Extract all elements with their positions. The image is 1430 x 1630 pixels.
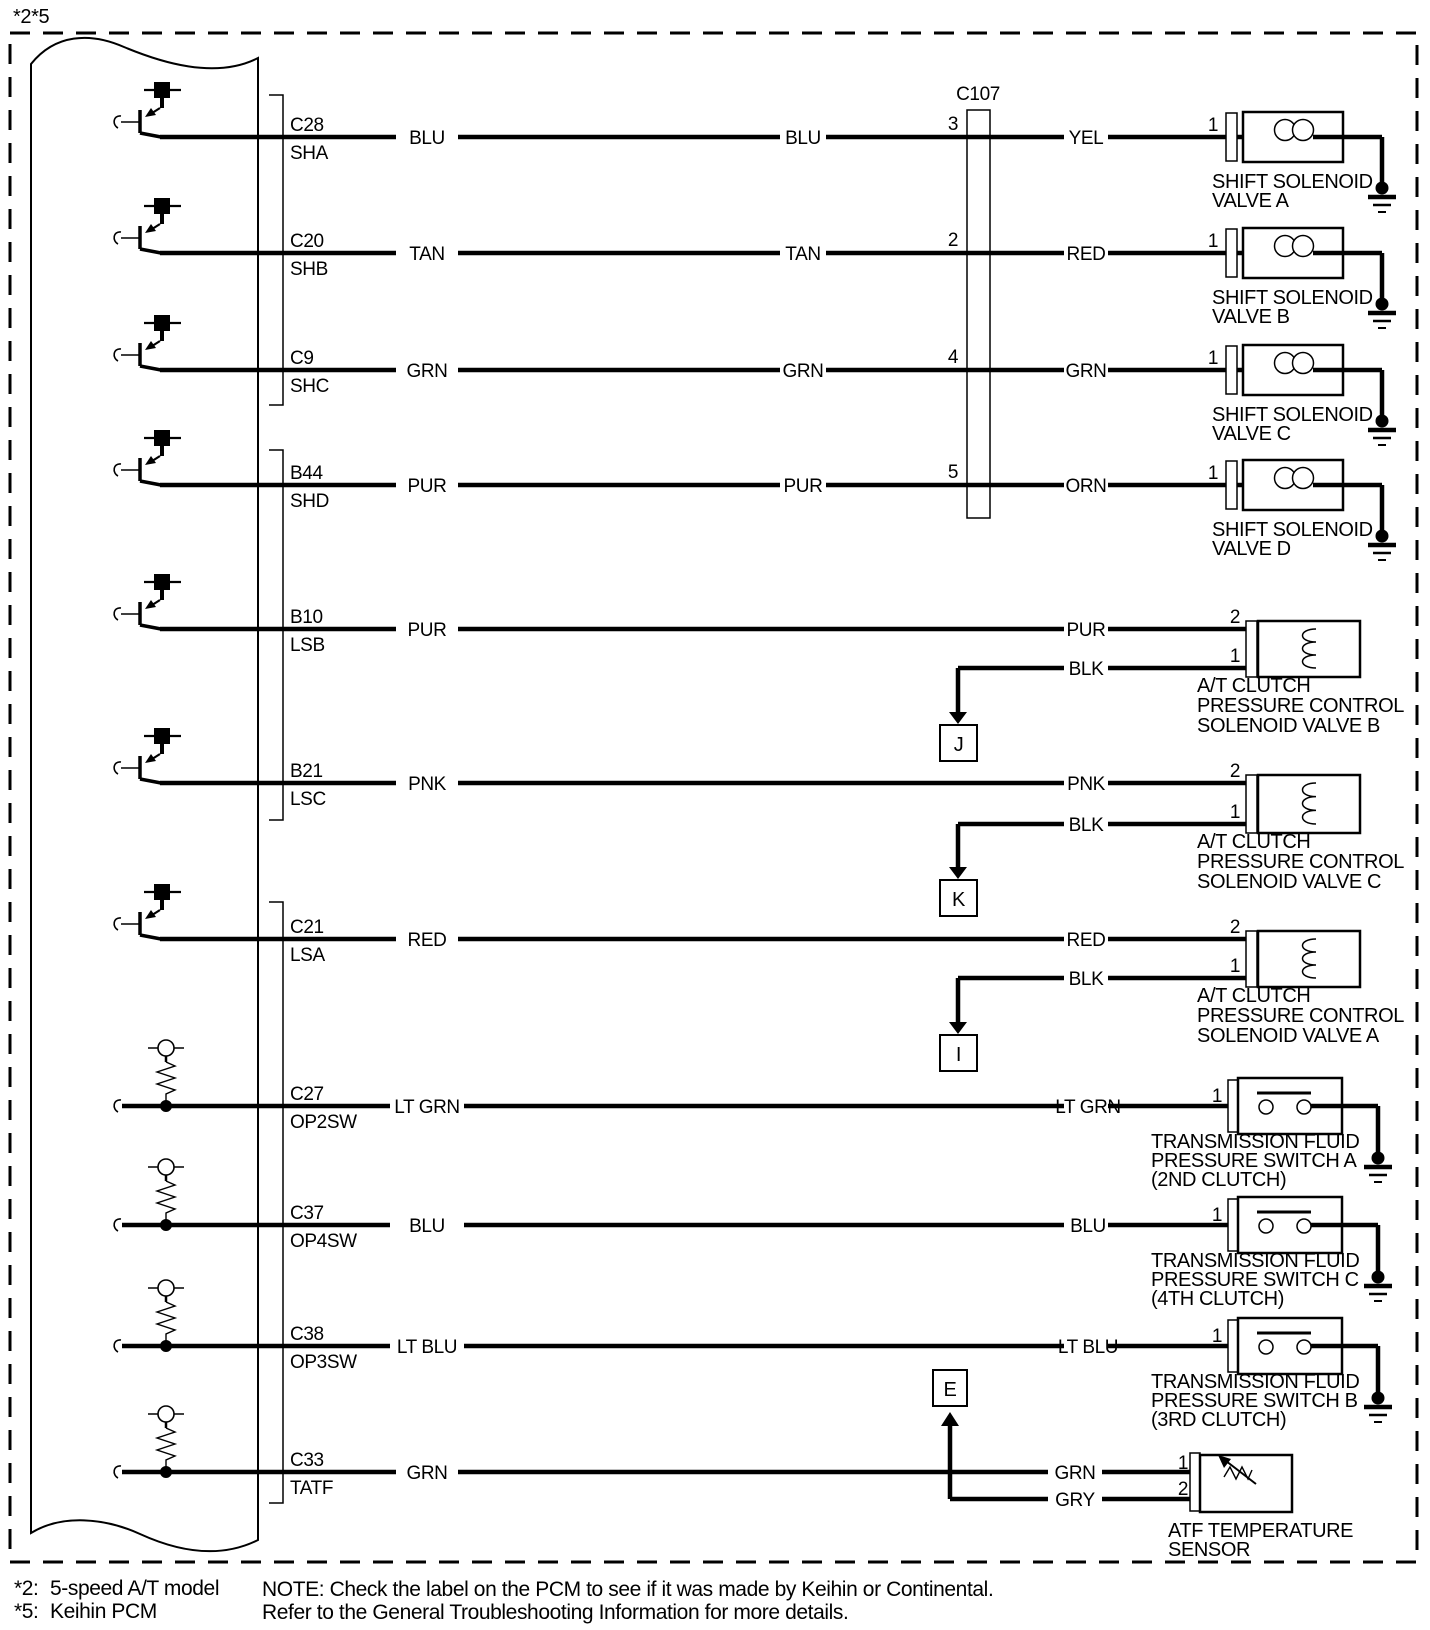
- c107-pin-number: 4: [947, 347, 958, 368]
- component-pin-number: 1: [1229, 802, 1240, 823]
- connector-c107-label: C107: [956, 84, 1000, 105]
- pcm-pin-code: C9: [290, 348, 314, 369]
- pcm-pin-code: B44: [290, 463, 323, 484]
- component-pin-number: 1: [1207, 115, 1218, 136]
- component-pin-number: 1: [1211, 1205, 1222, 1226]
- switch-contact-circle: [1259, 1219, 1273, 1233]
- component-label: SOLENOID VALVE C: [1197, 871, 1382, 893]
- component-label: (4TH CLUTCH): [1151, 1288, 1284, 1310]
- component-label: PRESSURE CONTROL: [1197, 695, 1404, 717]
- component-label: TRANSMISSION FLUID: [1151, 1131, 1360, 1153]
- component-pin-connector: [1228, 1320, 1238, 1372]
- component-pin-number: 2: [1229, 917, 1240, 938]
- component-label: PRESSURE SWITCH A: [1151, 1150, 1357, 1172]
- pcm-pin-name: LSB: [290, 635, 325, 656]
- note-line-1: NOTE: Check the label on the PCM to see if it was made by Keihin or Continental.: [262, 1578, 994, 1601]
- junction-letter: I: [955, 1044, 962, 1066]
- pcm-pin-code: B10: [290, 607, 323, 628]
- wire-color-label: GRN: [406, 1463, 448, 1484]
- pcm-pin-name: SHB: [290, 259, 328, 280]
- pullup-circle: [158, 1159, 174, 1175]
- wire-color-label: RED: [1066, 930, 1106, 951]
- c107-pin-number: 2: [947, 230, 958, 251]
- component-pin-connector: [1228, 1199, 1238, 1251]
- c107-pin-number: 5: [947, 462, 958, 483]
- wire-color-label: TAN: [409, 244, 445, 265]
- component-label: TRANSMISSION FLUID: [1151, 1371, 1360, 1393]
- component-pin-number: 2: [1229, 607, 1240, 628]
- component-label: VALVE A: [1212, 190, 1289, 212]
- row-shb: [114, 198, 1396, 328]
- switch-contact-circle: [1297, 1219, 1311, 1233]
- switch-contact-circle: [1259, 1340, 1273, 1354]
- wire-color-label: PUR: [1066, 620, 1106, 641]
- pcm-pin-bracket-1: [269, 95, 283, 405]
- pcm-pin-name: SHD: [290, 491, 329, 512]
- pcm-pin-name: SHA: [290, 143, 328, 164]
- note-line-2: Refer to the General Troubleshooting Information for more details.: [262, 1601, 849, 1624]
- component-label: (3RD CLUTCH): [1151, 1409, 1287, 1431]
- wire-color-label: LT GRN: [394, 1097, 460, 1118]
- solenoid-coil-loop: [1293, 468, 1314, 489]
- wire-color-label: PNK: [1067, 774, 1105, 795]
- component-label: PRESSURE SWITCH C: [1151, 1269, 1359, 1291]
- component-pin-number: 1: [1229, 956, 1240, 977]
- wire-color-label: RED: [1066, 244, 1106, 265]
- component-label: SOLENOID VALVE B: [1197, 715, 1380, 737]
- pcm-pin-code: C21: [290, 917, 324, 938]
- wire-color-label: RED: [407, 930, 447, 951]
- wire-color-label: GRN: [782, 361, 824, 382]
- pcm-pin-bracket-3: [269, 902, 283, 1503]
- junction-letter: J: [953, 734, 964, 756]
- component-pin-connector: [1246, 621, 1257, 677]
- wire-color-label: BLU: [1070, 1216, 1106, 1237]
- component-label: VALVE C: [1212, 423, 1291, 445]
- wire-color-label: BLU: [409, 128, 445, 149]
- component-label: SHIFT SOLENOID: [1212, 171, 1373, 193]
- wire-color-label: PUR: [783, 476, 823, 497]
- junction-letter: E: [943, 1379, 957, 1401]
- solenoid-coil-loop: [1293, 120, 1314, 141]
- ground-icon-dot: [1372, 1271, 1384, 1283]
- wire-color-label: LT BLU: [396, 1337, 458, 1358]
- component-pin-number: 1: [1207, 231, 1218, 252]
- row-shd: [114, 430, 1396, 560]
- wire-color-label: TAN: [785, 244, 821, 265]
- component-pin-connector: [1226, 113, 1237, 161]
- component-label: VALVE D: [1212, 538, 1291, 560]
- junction-arrow-icon-head: [949, 867, 967, 879]
- diagram-tag-label: *2*5: [13, 6, 50, 28]
- wire-color-label: LT GRN: [1055, 1097, 1121, 1118]
- junction-arrow-icon-head: [949, 1022, 967, 1034]
- pullup-circle: [158, 1406, 174, 1422]
- wire-color-label: BLK: [1068, 969, 1104, 990]
- component-pin-number: 1: [1229, 646, 1240, 667]
- pcm-pin-code: C20: [290, 231, 324, 252]
- footnote-text-2: Keihin PCM: [50, 1600, 157, 1623]
- component-label: SHIFT SOLENOID: [1212, 404, 1373, 426]
- component-label: SHIFT SOLENOID: [1212, 519, 1373, 541]
- component-pin-number: 2: [1177, 1479, 1188, 1500]
- wire-color-label: ORN: [1065, 476, 1107, 497]
- component-label: PRESSURE SWITCH B: [1151, 1390, 1358, 1412]
- pcm-pin-name: OP3SW: [290, 1352, 357, 1373]
- ground-icon-dot: [1376, 415, 1388, 427]
- component-pin-connector: [1246, 931, 1257, 987]
- component-label: SHIFT SOLENOID: [1212, 287, 1373, 309]
- row-lsc: [114, 728, 1404, 916]
- wire-color-label: GRY: [1055, 1490, 1095, 1511]
- pcm-body-outline: [31, 38, 258, 1551]
- component-pin-number: 1: [1177, 1453, 1188, 1474]
- pcm-pin-name: OP2SW: [290, 1112, 357, 1133]
- atf-sensor-box: [1200, 1455, 1292, 1512]
- row-lsb: [114, 574, 1404, 761]
- pcm-pin-name: LSC: [290, 789, 326, 810]
- component-pin-connector: [1226, 346, 1237, 394]
- wire-color-label: GRN: [1065, 361, 1107, 382]
- switch-contact-circle: [1259, 1100, 1273, 1114]
- component-pin-connector: [1226, 229, 1237, 277]
- pcm-pin-code: C37: [290, 1203, 324, 1224]
- ground-icon-dot: [1376, 530, 1388, 542]
- component-label: PRESSURE CONTROL: [1197, 851, 1404, 873]
- wire-color-label: YEL: [1068, 128, 1104, 149]
- pcm-pin-code: C33: [290, 1450, 324, 1471]
- wire-color-label: PNK: [408, 774, 446, 795]
- footnote-marker-2: *5:: [14, 1600, 39, 1623]
- connector-c107-body: [967, 110, 990, 518]
- c107-pin-number: 3: [947, 114, 958, 135]
- component-label: A/T CLUTCH: [1197, 985, 1311, 1007]
- switch-contact-circle: [1297, 1340, 1311, 1354]
- solenoid-coil-loop: [1293, 236, 1314, 257]
- component-label: A/T CLUTCH: [1197, 831, 1311, 853]
- ground-icon-dot: [1376, 298, 1388, 310]
- row-lsa: [114, 884, 1404, 1071]
- footnote-text-1: 5-speed A/T model: [50, 1577, 220, 1600]
- component-pin-connector: [1190, 1453, 1200, 1511]
- wire-color-label: BLU: [409, 1216, 445, 1237]
- component-label: (2ND CLUTCH): [1151, 1169, 1287, 1191]
- component-pin-connector: [1228, 1080, 1238, 1132]
- component-pin-number: 1: [1207, 463, 1218, 484]
- pcm-pin-name: LSA: [290, 945, 325, 966]
- junction-letter: K: [952, 889, 965, 911]
- pcm-pin-name: TATF: [290, 1478, 334, 1499]
- component-label: VALVE B: [1212, 306, 1290, 328]
- row-shc: [114, 315, 1396, 445]
- wire-color-label: BLU: [785, 128, 821, 149]
- wire-color-label: PUR: [407, 620, 447, 641]
- pcm-pin-code: C27: [290, 1084, 324, 1105]
- pcm-pin-code: C28: [290, 115, 324, 136]
- pcm-pin-code: B21: [290, 761, 323, 782]
- row-sha: [114, 82, 1396, 212]
- component-label: SOLENOID VALVE A: [1197, 1025, 1379, 1047]
- pcm-pin-name: OP4SW: [290, 1231, 357, 1252]
- wire-color-label: PUR: [407, 476, 447, 497]
- solenoid-coil-loop: [1293, 353, 1314, 374]
- component-pin-connector: [1226, 461, 1237, 509]
- component-label: PRESSURE CONTROL: [1197, 1005, 1404, 1027]
- ground-icon-dot: [1372, 1152, 1384, 1164]
- junction-arrow-icon-head: [949, 712, 967, 724]
- component-label: SENSOR: [1168, 1539, 1251, 1561]
- component-pin-number: 1: [1211, 1326, 1222, 1347]
- wire-color-label: BLK: [1068, 659, 1104, 680]
- component-pin-number: 2: [1229, 761, 1240, 782]
- wire-color-label: GRN: [1054, 1463, 1096, 1484]
- component-pin-number: 1: [1211, 1086, 1222, 1107]
- wire-color-label: BLK: [1068, 815, 1104, 836]
- component-pin-connector: [1246, 775, 1257, 833]
- ground-icon-dot: [1372, 1392, 1384, 1404]
- pcm-pin-name: SHC: [290, 376, 329, 397]
- row-op2sw: [114, 1040, 1392, 1191]
- wire-color-label: LT BLU: [1057, 1337, 1119, 1358]
- switch-contact-circle: [1297, 1100, 1311, 1114]
- pullup-circle: [158, 1280, 174, 1296]
- junction-arrowhead: [941, 1412, 959, 1426]
- pcm-pin-code: C38: [290, 1324, 324, 1345]
- footnote-marker-1: *2:: [14, 1577, 39, 1600]
- component-pin-number: 1: [1207, 348, 1218, 369]
- component-label: A/T CLUTCH: [1197, 675, 1311, 697]
- pullup-circle: [158, 1040, 174, 1056]
- pcm-pin-bracket-2: [269, 450, 283, 820]
- wire-rows-layer: [114, 82, 1404, 1561]
- component-label: ATF TEMPERATURE: [1168, 1520, 1354, 1542]
- component-label: TRANSMISSION FLUID: [1151, 1250, 1360, 1272]
- wire-color-label: GRN: [406, 361, 448, 382]
- ground-icon-dot: [1376, 182, 1388, 194]
